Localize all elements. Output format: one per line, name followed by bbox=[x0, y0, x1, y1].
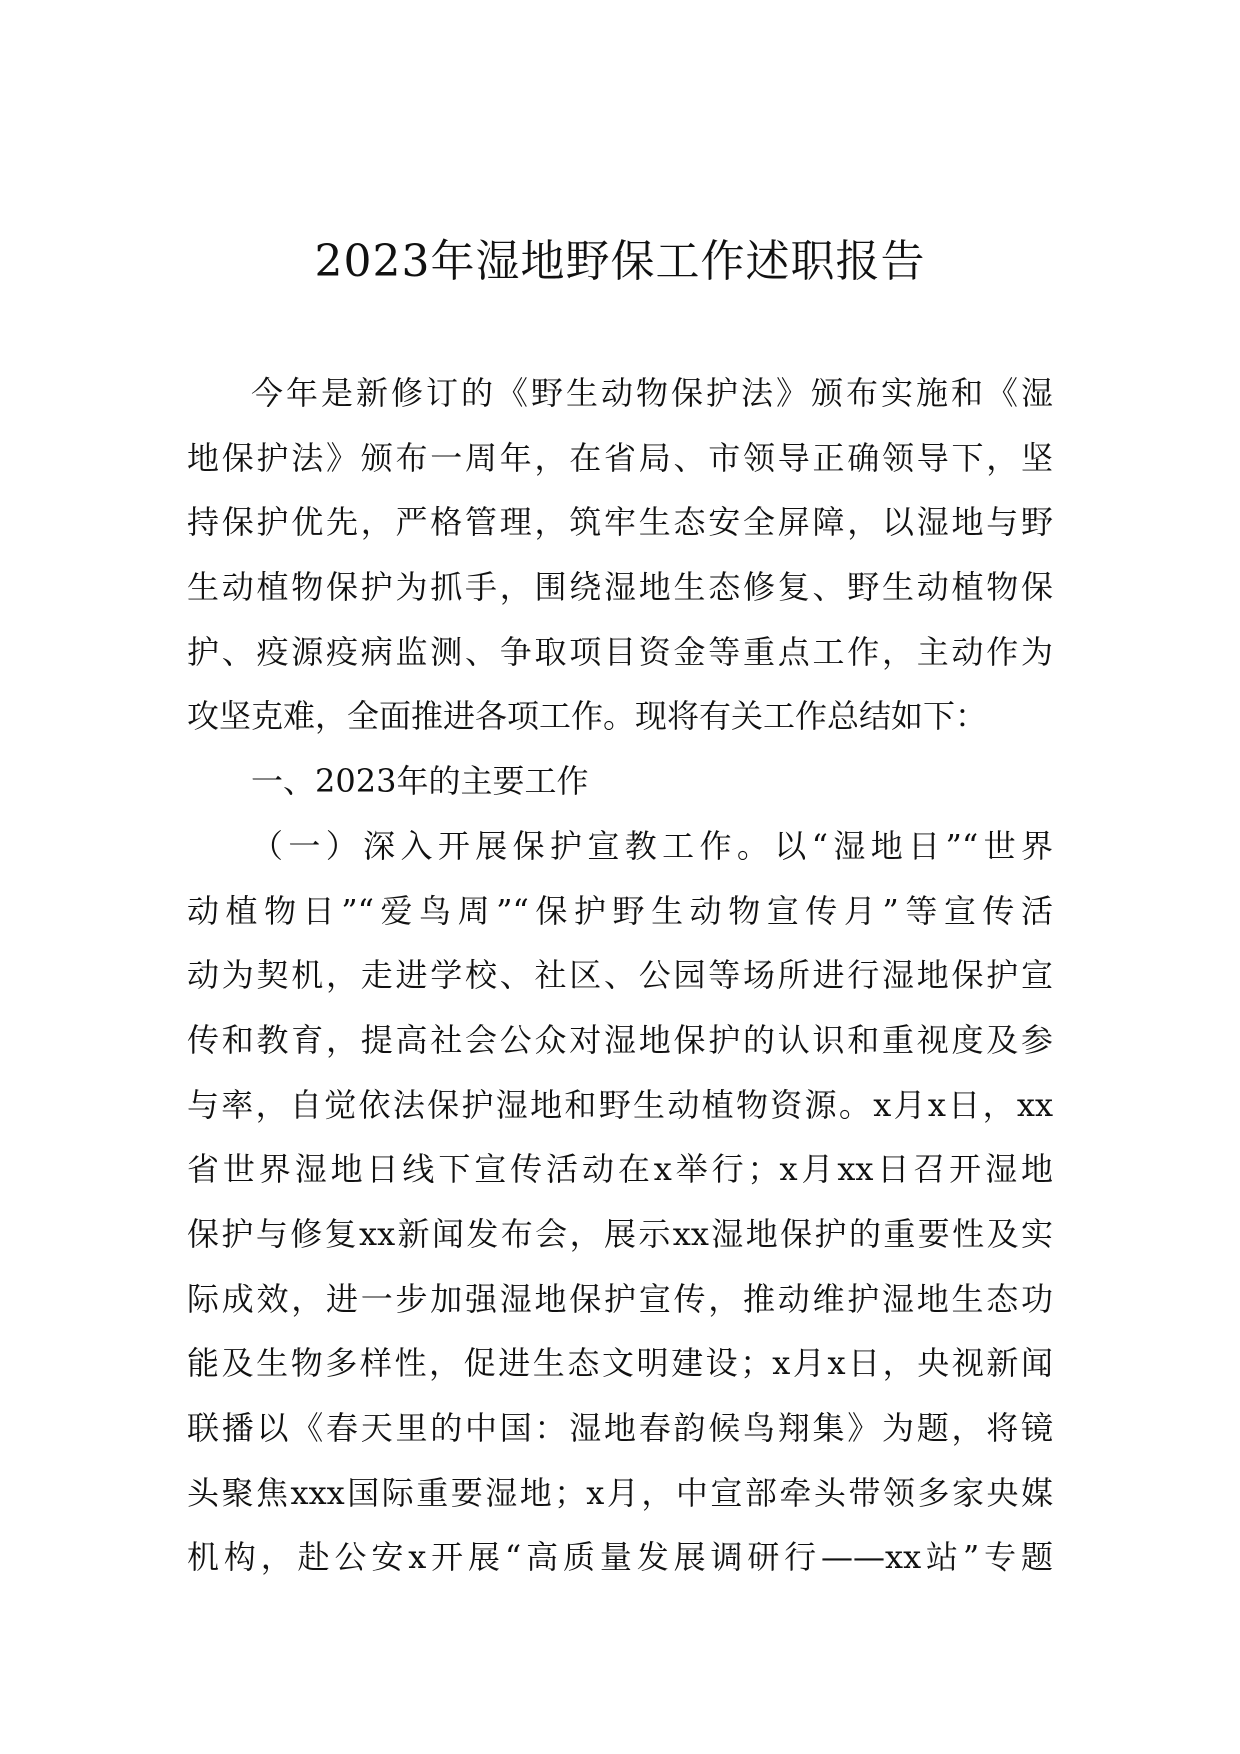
text-line: （一）深入开展保护宣教工作。以“湿地日”“世界 bbox=[251, 826, 1053, 865]
text-line: 省世界湿地日线下宣传活动在x举行；x月xx日召开湿地 bbox=[187, 1150, 1053, 1189]
text-line: 传和教育，提高社会公众对湿地保护的认识和重视度及参 bbox=[187, 1020, 1053, 1059]
intro-paragraph bbox=[187, 361, 1053, 749]
text-line: 际成效，进一步加强湿地保护宣传，推动维护湿地生态功 bbox=[187, 1279, 1053, 1318]
text-line: 联播以《春天里的中国：湿地春韵候鸟翔集》为题，将镜 bbox=[187, 1409, 1053, 1447]
section-heading-text: 一、2023年的主要工作 bbox=[251, 762, 589, 801]
text-line: 机构，赴公安x开展“高质量发展调研行——xx站”专题 bbox=[187, 1538, 1053, 1577]
text-line: 动植物日”“爱鸟周”“保护野生动物宣传月”等宣传活 bbox=[187, 891, 1053, 930]
text-line: 动为契机，走进学校、社区、公园等场所进行湿地保护宣 bbox=[187, 956, 1053, 995]
text-line: 持保护优先，严格管理，筑牢生态安全屏障，以湿地与野 bbox=[187, 503, 1053, 542]
text-line: 生动植物保护为抓手，围绕湿地生态修复、野生动植物保 bbox=[187, 568, 1053, 607]
text-line: 地保护法》颁布一周年，在省局、市领导正确领导下，坚 bbox=[187, 438, 1053, 477]
document-title: 2023年湿地野保工作述职报告 bbox=[314, 236, 926, 287]
text-line: 今年是新修订的《野生动物保护法》颁布实施和《湿 bbox=[251, 374, 1053, 412]
text-line: 与率，自觉依法保护湿地和野生动植物资源。x月x日，xx bbox=[187, 1085, 1053, 1124]
text-line: 攻坚克难，全面推进各项工作。现将有关工作总结如下： bbox=[187, 697, 988, 736]
text-line: 头聚焦xxx国际重要湿地；x月，中宣部牵头带领多家央媒 bbox=[187, 1473, 1053, 1512]
text-line: 能及生物多样性，促进生态文明建设；x月x日，央视新闻 bbox=[187, 1344, 1053, 1383]
section-heading bbox=[187, 749, 1053, 814]
text-line: 保护与修复xx新闻发布会，展示xx湿地保护的重要性及实 bbox=[187, 1214, 1053, 1253]
text-line: 护、疫源疫病监测、争取项目资金等重点工作，主动作为 bbox=[187, 632, 1053, 671]
document-body bbox=[187, 361, 1053, 1590]
subsection-paragraph bbox=[187, 814, 1053, 1590]
